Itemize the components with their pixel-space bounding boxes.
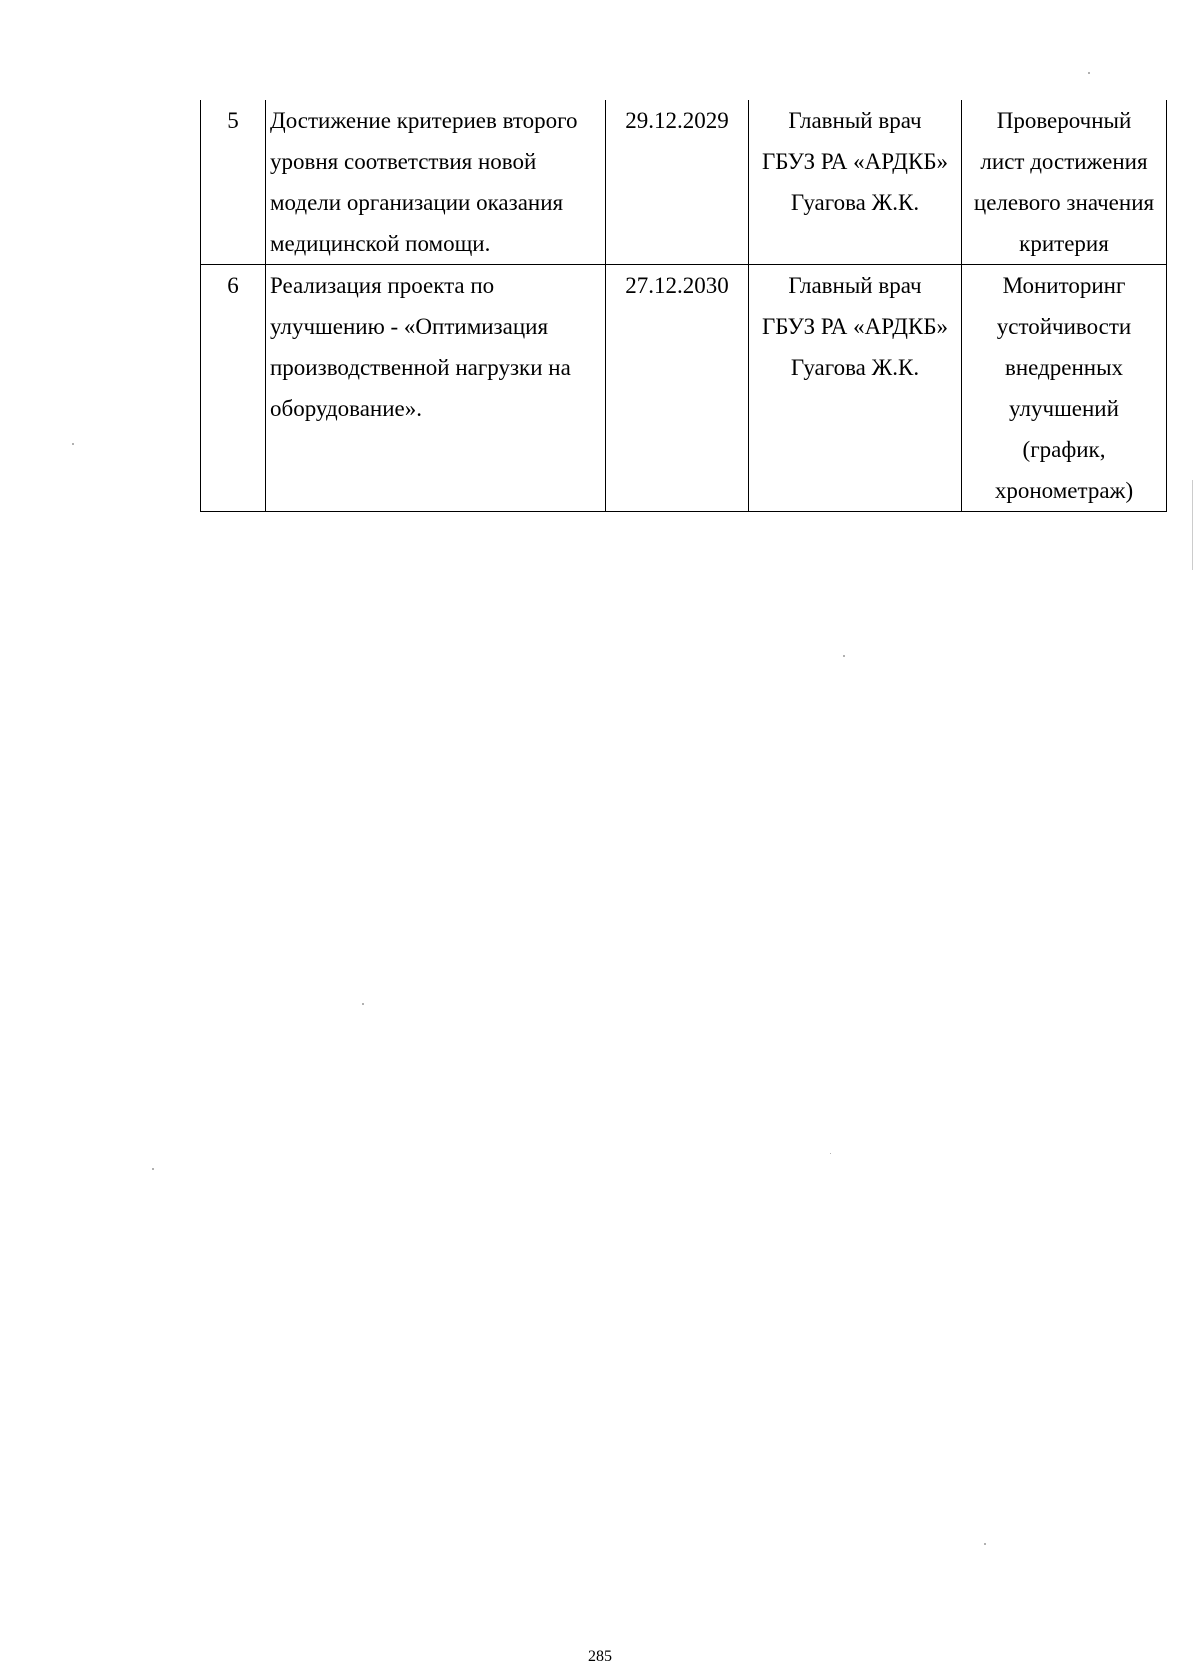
activity-name-line: уровня соответствия новой xyxy=(270,149,537,174)
result-line: целевого значения xyxy=(973,190,1155,215)
result-line: устойчивости xyxy=(996,314,1132,339)
scan-speck xyxy=(1192,480,1193,570)
scan-speck xyxy=(72,443,74,445)
activity-name-line: улучшению - «Оптимизация xyxy=(270,314,549,339)
due-date: 27.12.2030 xyxy=(606,265,749,512)
activity-name-line: производственной нагрузки на xyxy=(270,355,571,380)
scan-speck xyxy=(830,1153,831,1154)
responsible-person xyxy=(749,265,962,512)
scan-speck xyxy=(152,1168,154,1170)
activity-name-line: медицинской помощи. xyxy=(270,231,491,256)
result-line: лист достижения xyxy=(980,149,1148,174)
table-row xyxy=(201,100,1167,265)
activity-name xyxy=(266,100,606,265)
responsible-line: ГБУЗ РА «АРДКБ» xyxy=(761,314,949,339)
result-line: внедренных xyxy=(1004,355,1124,380)
result-line: хронометраж) xyxy=(994,478,1134,503)
responsible-line: Главный врач xyxy=(788,108,922,133)
scan-speck xyxy=(1088,72,1090,74)
result-line: Проверочный xyxy=(996,108,1132,133)
result-line: Мониторинг xyxy=(1002,273,1126,298)
scan-speck xyxy=(362,1003,364,1005)
activity-name xyxy=(266,265,606,512)
row-number: 6 xyxy=(201,265,266,512)
activity-name-line: модели организации оказания xyxy=(270,190,564,215)
responsible-line: Гуагова Ж.К. xyxy=(790,190,920,215)
scan-speck xyxy=(984,1543,986,1545)
page-number: 285 xyxy=(588,1648,612,1665)
due-date: 29.12.2029 xyxy=(606,100,749,265)
row-number: 5 xyxy=(201,100,266,265)
plan-table xyxy=(200,100,1167,512)
activity-name-line: Реализация проекта по xyxy=(270,273,495,298)
activity-name-line: оборудование». xyxy=(270,396,422,421)
table-row xyxy=(201,265,1167,512)
responsible-line: Главный врач xyxy=(788,273,922,298)
activity-name-line: Достижение критериев второго xyxy=(270,108,578,133)
expected-result xyxy=(962,100,1167,265)
result-line: критерия xyxy=(1019,231,1109,256)
responsible-person xyxy=(749,100,962,265)
responsible-line: ГБУЗ РА «АРДКБ» xyxy=(761,149,949,174)
expected-result xyxy=(962,265,1167,512)
responsible-line: Гуагова Ж.К. xyxy=(790,355,920,380)
result-line: (график, xyxy=(1022,437,1106,462)
result-line: улучшений xyxy=(1009,396,1119,421)
scan-speck xyxy=(843,655,845,657)
